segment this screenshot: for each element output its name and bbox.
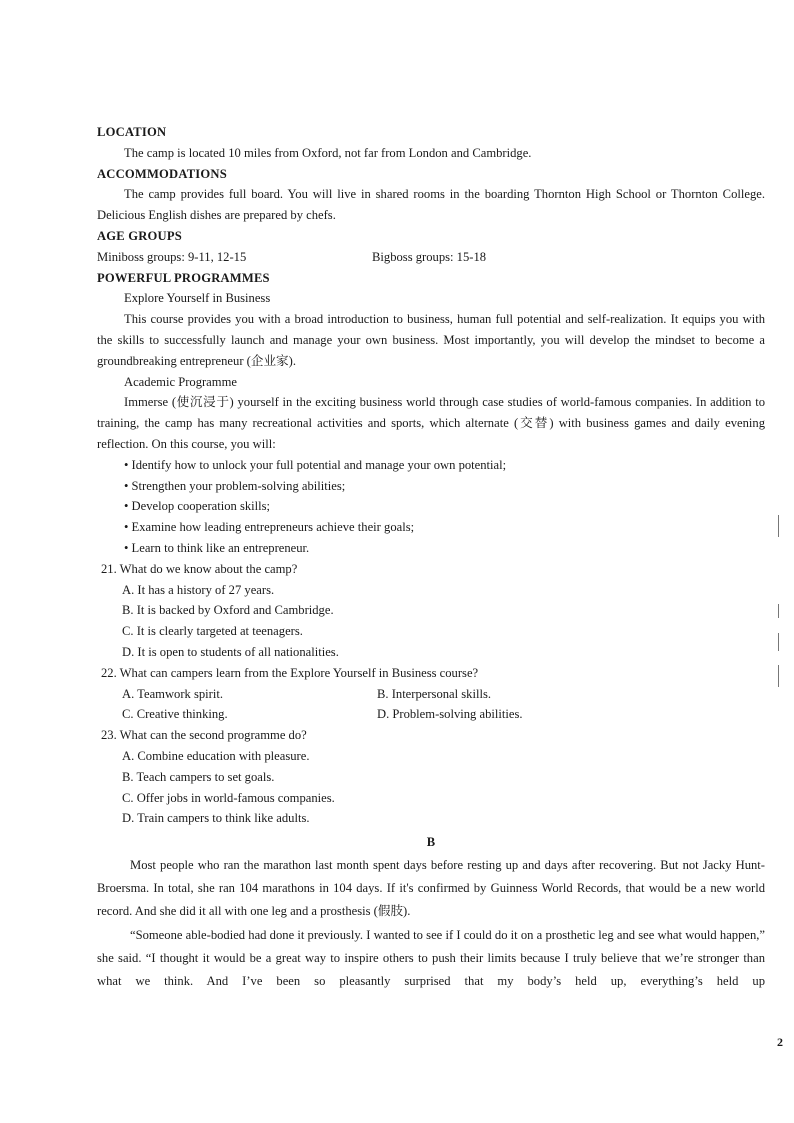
q21-option-d: D. It is open to students of all nationalities. bbox=[122, 644, 339, 659]
q23-option-c: C. Offer jobs in world-famous companies. bbox=[122, 790, 335, 805]
programme-1-title: Explore Yourself in Business bbox=[124, 291, 271, 306]
age-groups-row bbox=[97, 247, 765, 268]
scan-edge-mark bbox=[778, 604, 779, 618]
section-b-label: B bbox=[426, 835, 436, 850]
scan-edge-mark bbox=[778, 515, 779, 537]
miniboss-groups: Miniboss groups: 9-11, 12-15 bbox=[97, 249, 247, 264]
q21-option-a: A. It has a history of 27 years. bbox=[122, 582, 275, 597]
q23-option-b: B. Teach campers to set goals. bbox=[122, 769, 275, 784]
bullet-item: • Examine how leading entrepreneurs achieve their goals; bbox=[124, 520, 415, 535]
q23-option-a: A. Combine education with pleasure. bbox=[122, 748, 310, 763]
q22-option-d: D. Problem-solving abilities. bbox=[377, 707, 523, 722]
question-22-stem: 22. What can campers learn from the Explore Yourself in Business course? bbox=[101, 665, 479, 680]
age-groups-heading: AGE GROUPS bbox=[97, 228, 182, 243]
section-b-paragraph-1: Most people who ran the marathon last month spent days before resting up and days after recovering. But not Jacky Hunt-Broersma. In total, she ran 104 marathons in 104 days. If it's confirmed by Guinness World Records, that would be a new world record. And she did it all with one leg and a prosthesis (假肢). bbox=[97, 857, 765, 919]
bullet-item: • Strengthen your problem-solving abilities; bbox=[124, 478, 346, 493]
accommodations-heading: ACCOMMODATIONS bbox=[97, 166, 227, 181]
scan-edge-mark bbox=[778, 665, 779, 687]
bullet-item: • Identify how to unlock your full potential and manage your own potential; bbox=[124, 457, 507, 472]
programmes-heading: POWERFUL PROGRAMMES bbox=[97, 270, 270, 285]
q21-option-b: B. It is backed by Oxford and Cambridge. bbox=[122, 603, 334, 618]
question-21-stem: 21. What do we know about the camp? bbox=[101, 561, 298, 576]
location-heading: LOCATION bbox=[97, 125, 167, 139]
question-23-stem: 23. What can the second programme do? bbox=[101, 728, 307, 743]
programme-2-text: Immerse (使沉浸于) yourself in the exciting business world through case studies of world-famous companies. In addition to training, the camp has many recreational activities and sports, which alternate (交替) with business games and daily evening reflection. On this course, you will: bbox=[97, 395, 765, 451]
document-body bbox=[97, 122, 765, 994]
location-text: The camp is located 10 miles from Oxford, not far from London and Cambridge. bbox=[124, 145, 532, 160]
programme-2-title: Academic Programme bbox=[124, 374, 237, 389]
section-b-paragraph-2: “Someone able-bodied had done it previously. I wanted to see if I could do it on a prosthetic leg and see what would happen,” she said. “I thought it would be a great way to inspire others to push their limits because I truly believe that we’re stronger than what we think. And I’ve been so pleasantly surprised that my body’s held up, everything’s held up bbox=[97, 927, 765, 989]
accommodations-text: The camp provides full board. You will live in shared rooms in the boarding Thornton High School or Thornton College. Delicious English dishes are prepared by chefs. bbox=[97, 187, 765, 223]
bigboss-groups: Bigboss groups: 15-18 bbox=[372, 249, 487, 264]
q23-option-d: D. Train campers to think like adults. bbox=[122, 811, 310, 826]
q22-option-c: C. Creative thinking. bbox=[122, 707, 228, 722]
q22-options-row-1 bbox=[97, 684, 765, 705]
q22-option-a: A. Teamwork spirit. bbox=[122, 686, 224, 701]
bullet-item: • Learn to think like an entrepreneur. bbox=[124, 540, 310, 555]
q22-option-b: B. Interpersonal skills. bbox=[377, 686, 492, 701]
scan-edge-mark bbox=[778, 633, 779, 651]
programme-1-text: This course provides you with a broad introduction to business, human full potential and self-realization. It equips you with the skills to successfully launch and manage your own business. Most importantly, you will develop the mindset to become a groundbreaking entrepreneur (企业家). bbox=[97, 312, 765, 368]
q22-options-row-2 bbox=[97, 704, 765, 725]
bullet-item: • Develop cooperation skills; bbox=[124, 499, 271, 514]
page-number: 2 bbox=[777, 1035, 783, 1049]
q21-option-c: C. It is clearly targeted at teenagers. bbox=[122, 624, 303, 639]
